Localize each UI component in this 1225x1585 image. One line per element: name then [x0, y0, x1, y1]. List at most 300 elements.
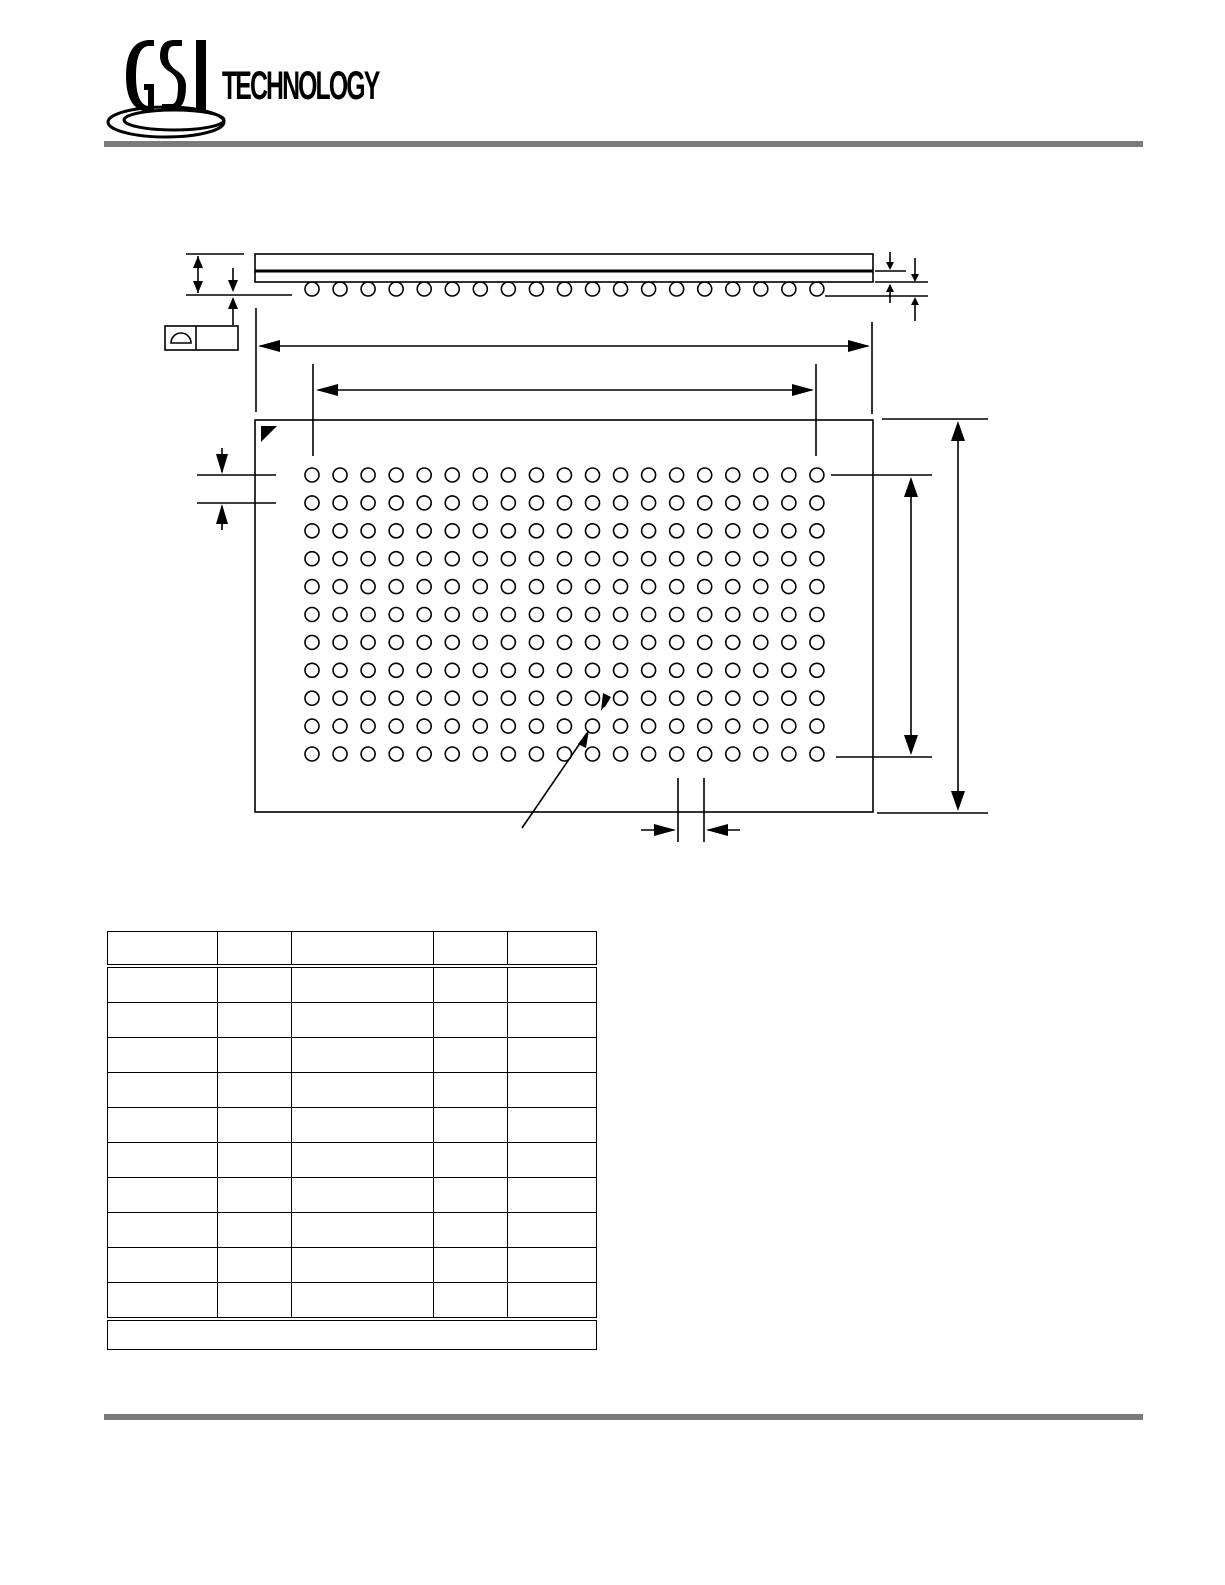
dimension-table: [107, 931, 597, 1350]
solder-ball: [417, 719, 431, 733]
solder-ball: [586, 580, 600, 594]
solder-ball: [501, 580, 515, 594]
table-cell: [292, 1108, 433, 1143]
solder-ball: [473, 282, 487, 296]
solder-ball: [305, 496, 319, 510]
solder-ball: [305, 635, 319, 649]
solder-ball: [586, 663, 600, 677]
solder-ball: [557, 524, 571, 538]
table-header-cell: [292, 932, 433, 967]
solder-ball: [614, 719, 628, 733]
solder-ball: [529, 496, 543, 510]
table-cell: [292, 1003, 433, 1038]
solder-ball: [810, 635, 824, 649]
solder-ball: [529, 282, 543, 296]
solder-ball: [642, 496, 656, 510]
solder-ball: [754, 635, 768, 649]
solder-ball: [333, 608, 347, 622]
solder-ball: [754, 691, 768, 705]
table-row: [108, 1213, 597, 1248]
solder-ball: [501, 282, 515, 296]
table-row: [108, 1108, 597, 1143]
solder-ball: [305, 580, 319, 594]
solder-ball: [586, 719, 600, 733]
solder-ball: [389, 635, 403, 649]
solder-ball: [810, 580, 824, 594]
solder-ball: [670, 282, 684, 296]
solder-ball: [361, 608, 375, 622]
solder-ball: [586, 691, 600, 705]
solder-ball: [642, 719, 656, 733]
solder-ball: [614, 747, 628, 761]
solder-ball: [586, 496, 600, 510]
solder-ball: [698, 635, 712, 649]
solder-ball: [501, 552, 515, 566]
solder-ball: [361, 524, 375, 538]
solder-ball: [305, 719, 319, 733]
table-cell: [433, 1003, 507, 1038]
table-cell: [108, 1248, 218, 1283]
table-cell: [507, 966, 596, 1003]
solder-ball: [333, 719, 347, 733]
solder-ball: [417, 468, 431, 482]
table-cell: [218, 1283, 292, 1320]
table-cell: [507, 1038, 596, 1073]
table-cell: [218, 1038, 292, 1073]
table-cell: [108, 1283, 218, 1320]
solder-ball: [501, 747, 515, 761]
solder-ball: [754, 663, 768, 677]
solder-ball: [529, 580, 543, 594]
solder-ball: [361, 552, 375, 566]
solder-ball: [670, 663, 684, 677]
table-cell: [292, 1143, 433, 1178]
solder-ball: [305, 282, 319, 296]
table-header-cell: [507, 932, 596, 967]
solder-ball: [389, 580, 403, 594]
table-cell: [507, 1178, 596, 1213]
solder-ball: [810, 524, 824, 538]
solder-ball: [417, 663, 431, 677]
table-cell: [433, 1248, 507, 1283]
solder-ball: [642, 468, 656, 482]
table-cell: [433, 1213, 507, 1248]
solder-ball: [670, 468, 684, 482]
table-cell: [292, 1038, 433, 1073]
solder-ball: [501, 468, 515, 482]
solder-ball: [614, 496, 628, 510]
solder-ball: [445, 282, 459, 296]
solder-ball: [333, 282, 347, 296]
solder-ball: [614, 663, 628, 677]
solder-ball: [445, 608, 459, 622]
solder-ball: [557, 719, 571, 733]
solder-ball: [726, 663, 740, 677]
table-cell: [108, 1038, 218, 1073]
solder-ball: [333, 468, 347, 482]
solder-ball: [642, 552, 656, 566]
solder-ball: [586, 468, 600, 482]
solder-ball: [698, 691, 712, 705]
solder-ball: [417, 580, 431, 594]
solder-ball: [782, 282, 796, 296]
solder-ball: [810, 552, 824, 566]
solder-ball: [614, 468, 628, 482]
solder-ball: [333, 580, 347, 594]
solder-ball: [529, 663, 543, 677]
solder-ball: [782, 747, 796, 761]
bottom-view: [197, 419, 988, 842]
table-cell: [108, 966, 218, 1003]
table-cell: [433, 1283, 507, 1320]
pin1-corner-marker: [261, 426, 277, 442]
table-cell: [218, 1143, 292, 1178]
solder-ball: [726, 496, 740, 510]
solder-ball: [333, 635, 347, 649]
solder-ball: [305, 691, 319, 705]
solder-ball: [389, 691, 403, 705]
solder-ball: [361, 468, 375, 482]
solder-ball: [389, 282, 403, 296]
solder-ball: [417, 282, 431, 296]
solder-ball: [670, 580, 684, 594]
solder-ball: [389, 496, 403, 510]
solder-ball: [445, 691, 459, 705]
side-view-balls: [305, 282, 824, 296]
solder-ball: [389, 524, 403, 538]
solder-ball: [810, 496, 824, 510]
table-cell: [218, 1108, 292, 1143]
solder-ball: [529, 635, 543, 649]
solder-ball: [445, 496, 459, 510]
solder-ball: [417, 691, 431, 705]
solder-ball: [473, 719, 487, 733]
table-cell: [292, 966, 433, 1003]
table-cell: [507, 1283, 596, 1320]
solder-ball: [810, 719, 824, 733]
solder-ball: [445, 552, 459, 566]
solder-ball: [305, 608, 319, 622]
solder-ball: [557, 468, 571, 482]
solder-ball: [305, 552, 319, 566]
solder-ball: [642, 747, 656, 761]
table-cell: [108, 1143, 218, 1178]
solder-ball: [557, 608, 571, 622]
solder-ball: [501, 691, 515, 705]
solder-ball: [726, 691, 740, 705]
solder-ball: [754, 608, 768, 622]
solder-ball: [586, 608, 600, 622]
solder-ball: [445, 635, 459, 649]
solder-ball: [333, 691, 347, 705]
table-cell: [433, 1143, 507, 1178]
solder-ball: [389, 552, 403, 566]
solder-ball: [642, 524, 656, 538]
table-cell: [218, 1003, 292, 1038]
table-cell: [108, 1108, 218, 1143]
solder-ball: [754, 552, 768, 566]
table-cell: [292, 1178, 433, 1213]
solder-ball: [586, 524, 600, 538]
solder-ball: [501, 524, 515, 538]
solder-ball: [529, 552, 543, 566]
table-cell: [218, 1178, 292, 1213]
table-cell: [292, 1283, 433, 1320]
solder-ball: [473, 468, 487, 482]
solder-ball: [333, 524, 347, 538]
solder-ball: [698, 747, 712, 761]
solder-ball: [642, 608, 656, 622]
table-cell: [433, 966, 507, 1003]
solder-ball: [333, 747, 347, 761]
solder-ball: [417, 747, 431, 761]
table-cell: [507, 1213, 596, 1248]
solder-ball: [614, 282, 628, 296]
table-cell: [218, 966, 292, 1003]
solder-ball: [445, 663, 459, 677]
solder-ball: [642, 635, 656, 649]
solder-ball: [670, 524, 684, 538]
solder-ball: [529, 691, 543, 705]
solder-ball: [361, 496, 375, 510]
table-row: [108, 1073, 597, 1108]
solder-ball: [754, 580, 768, 594]
table-header-row: [108, 932, 597, 967]
solder-ball: [698, 719, 712, 733]
solder-ball: [501, 496, 515, 510]
table-cell: [433, 1108, 507, 1143]
solder-ball: [445, 468, 459, 482]
solder-ball: [501, 719, 515, 733]
solder-ball: [501, 608, 515, 622]
solder-ball: [614, 635, 628, 649]
solder-ball: [810, 608, 824, 622]
solder-ball: [557, 496, 571, 510]
solder-ball: [417, 608, 431, 622]
table-row: [108, 1143, 597, 1178]
table-header-cell: [433, 932, 507, 967]
solder-ball: [501, 635, 515, 649]
solder-ball: [754, 719, 768, 733]
solder-ball: [642, 282, 656, 296]
table-cell: [507, 1108, 596, 1143]
solder-ball: [473, 691, 487, 705]
solder-ball: [305, 468, 319, 482]
solder-ball: [473, 608, 487, 622]
table-cell: [507, 1073, 596, 1108]
solder-ball: [614, 691, 628, 705]
table-cell: [108, 1003, 218, 1038]
flatness-icon: [171, 333, 191, 343]
solder-ball: [417, 552, 431, 566]
table-cell: [433, 1178, 507, 1213]
solder-ball: [726, 552, 740, 566]
table-cell: [292, 1073, 433, 1108]
solder-ball: [670, 719, 684, 733]
solder-ball: [557, 580, 571, 594]
solder-ball: [529, 747, 543, 761]
solder-ball: [726, 747, 740, 761]
solder-ball: [726, 635, 740, 649]
package-side-body: [255, 254, 873, 282]
table-cell: [292, 1213, 433, 1248]
solder-ball: [389, 468, 403, 482]
solder-ball: [473, 580, 487, 594]
solder-ball: [586, 552, 600, 566]
solder-ball: [754, 282, 768, 296]
solder-ball: [333, 496, 347, 510]
solder-ball: [473, 496, 487, 510]
solder-ball: [810, 468, 824, 482]
solder-ball: [389, 663, 403, 677]
solder-ball: [361, 747, 375, 761]
solder-ball: [586, 747, 600, 761]
solder-ball: [810, 663, 824, 677]
solder-ball: [529, 608, 543, 622]
table-cell: [218, 1248, 292, 1283]
solder-ball: [670, 608, 684, 622]
ball-grid-array: [305, 468, 824, 761]
solder-ball: [445, 580, 459, 594]
solder-ball: [586, 282, 600, 296]
solder-ball: [389, 719, 403, 733]
solder-ball: [389, 747, 403, 761]
solder-ball: [417, 635, 431, 649]
solder-ball: [810, 282, 824, 296]
solder-ball: [614, 524, 628, 538]
solder-ball: [782, 468, 796, 482]
solder-ball: [698, 468, 712, 482]
solder-ball: [810, 747, 824, 761]
table-footer-row: [108, 1319, 597, 1350]
solder-ball: [726, 282, 740, 296]
table-row: [108, 1003, 597, 1038]
table-row: [108, 1283, 597, 1320]
solder-ball: [361, 282, 375, 296]
solder-ball: [361, 580, 375, 594]
solder-ball: [305, 747, 319, 761]
solder-ball: [445, 524, 459, 538]
solder-ball: [698, 524, 712, 538]
table-cell: [108, 1073, 218, 1108]
solder-ball: [417, 496, 431, 510]
solder-ball: [305, 524, 319, 538]
solder-ball: [726, 468, 740, 482]
solder-ball: [557, 663, 571, 677]
solder-ball: [614, 608, 628, 622]
table-row: [108, 966, 597, 1003]
solder-ball: [557, 552, 571, 566]
solder-ball: [810, 691, 824, 705]
solder-ball: [782, 635, 796, 649]
solder-ball: [473, 552, 487, 566]
solder-ball: [361, 663, 375, 677]
solder-ball: [670, 496, 684, 510]
solder-ball: [726, 580, 740, 594]
solder-ball: [586, 635, 600, 649]
solder-ball: [726, 719, 740, 733]
solder-ball: [529, 468, 543, 482]
table-header-cell: [108, 932, 218, 967]
solder-ball: [642, 663, 656, 677]
solder-ball: [614, 580, 628, 594]
solder-ball: [698, 663, 712, 677]
solder-ball: [501, 663, 515, 677]
solder-ball: [529, 524, 543, 538]
table-cell: [433, 1073, 507, 1108]
solder-ball: [782, 580, 796, 594]
solder-ball: [445, 719, 459, 733]
solder-ball: [557, 691, 571, 705]
solder-ball: [754, 496, 768, 510]
flatness-symbol-box: [165, 326, 238, 350]
solder-ball: [698, 608, 712, 622]
table-cell: [108, 1213, 218, 1248]
solder-ball: [670, 747, 684, 761]
solder-ball: [333, 663, 347, 677]
solder-ball: [698, 580, 712, 594]
solder-ball: [473, 747, 487, 761]
solder-ball: [445, 747, 459, 761]
solder-ball: [473, 663, 487, 677]
table-row: [108, 1038, 597, 1073]
solder-ball: [361, 635, 375, 649]
solder-ball: [473, 524, 487, 538]
solder-ball: [670, 635, 684, 649]
solder-ball: [698, 552, 712, 566]
table-header-cell: [218, 932, 292, 967]
solder-ball: [782, 552, 796, 566]
solder-ball: [557, 635, 571, 649]
table-cell: [507, 1003, 596, 1038]
table-cell: [507, 1248, 596, 1283]
table-footer-cell: [108, 1319, 597, 1350]
solder-ball: [642, 691, 656, 705]
solder-ball: [333, 552, 347, 566]
table-cell: [292, 1248, 433, 1283]
table-cell: [218, 1213, 292, 1248]
table-cell: [433, 1038, 507, 1073]
solder-ball: [670, 552, 684, 566]
table-cell: [507, 1143, 596, 1178]
solder-ball: [361, 719, 375, 733]
solder-ball: [417, 524, 431, 538]
solder-ball: [754, 468, 768, 482]
solder-ball: [754, 747, 768, 761]
solder-ball: [698, 496, 712, 510]
side-view: [186, 252, 928, 325]
logo-wordmark: TECHNOLOGY: [222, 64, 379, 108]
footer-rule: [104, 1414, 1143, 1420]
solder-ball: [782, 524, 796, 538]
solder-ball: [557, 282, 571, 296]
solder-ball: [782, 608, 796, 622]
solder-ball: [642, 580, 656, 594]
solder-ball: [782, 719, 796, 733]
solder-ball: [782, 663, 796, 677]
table-row: [108, 1248, 597, 1283]
solder-ball: [305, 663, 319, 677]
solder-ball: [389, 608, 403, 622]
table-cell: [108, 1178, 218, 1213]
solder-ball: [361, 691, 375, 705]
solder-ball: [670, 691, 684, 705]
table-row: [108, 1178, 597, 1213]
solder-ball: [529, 719, 543, 733]
solder-ball: [473, 635, 487, 649]
solder-ball: [726, 608, 740, 622]
solder-ball: [726, 524, 740, 538]
